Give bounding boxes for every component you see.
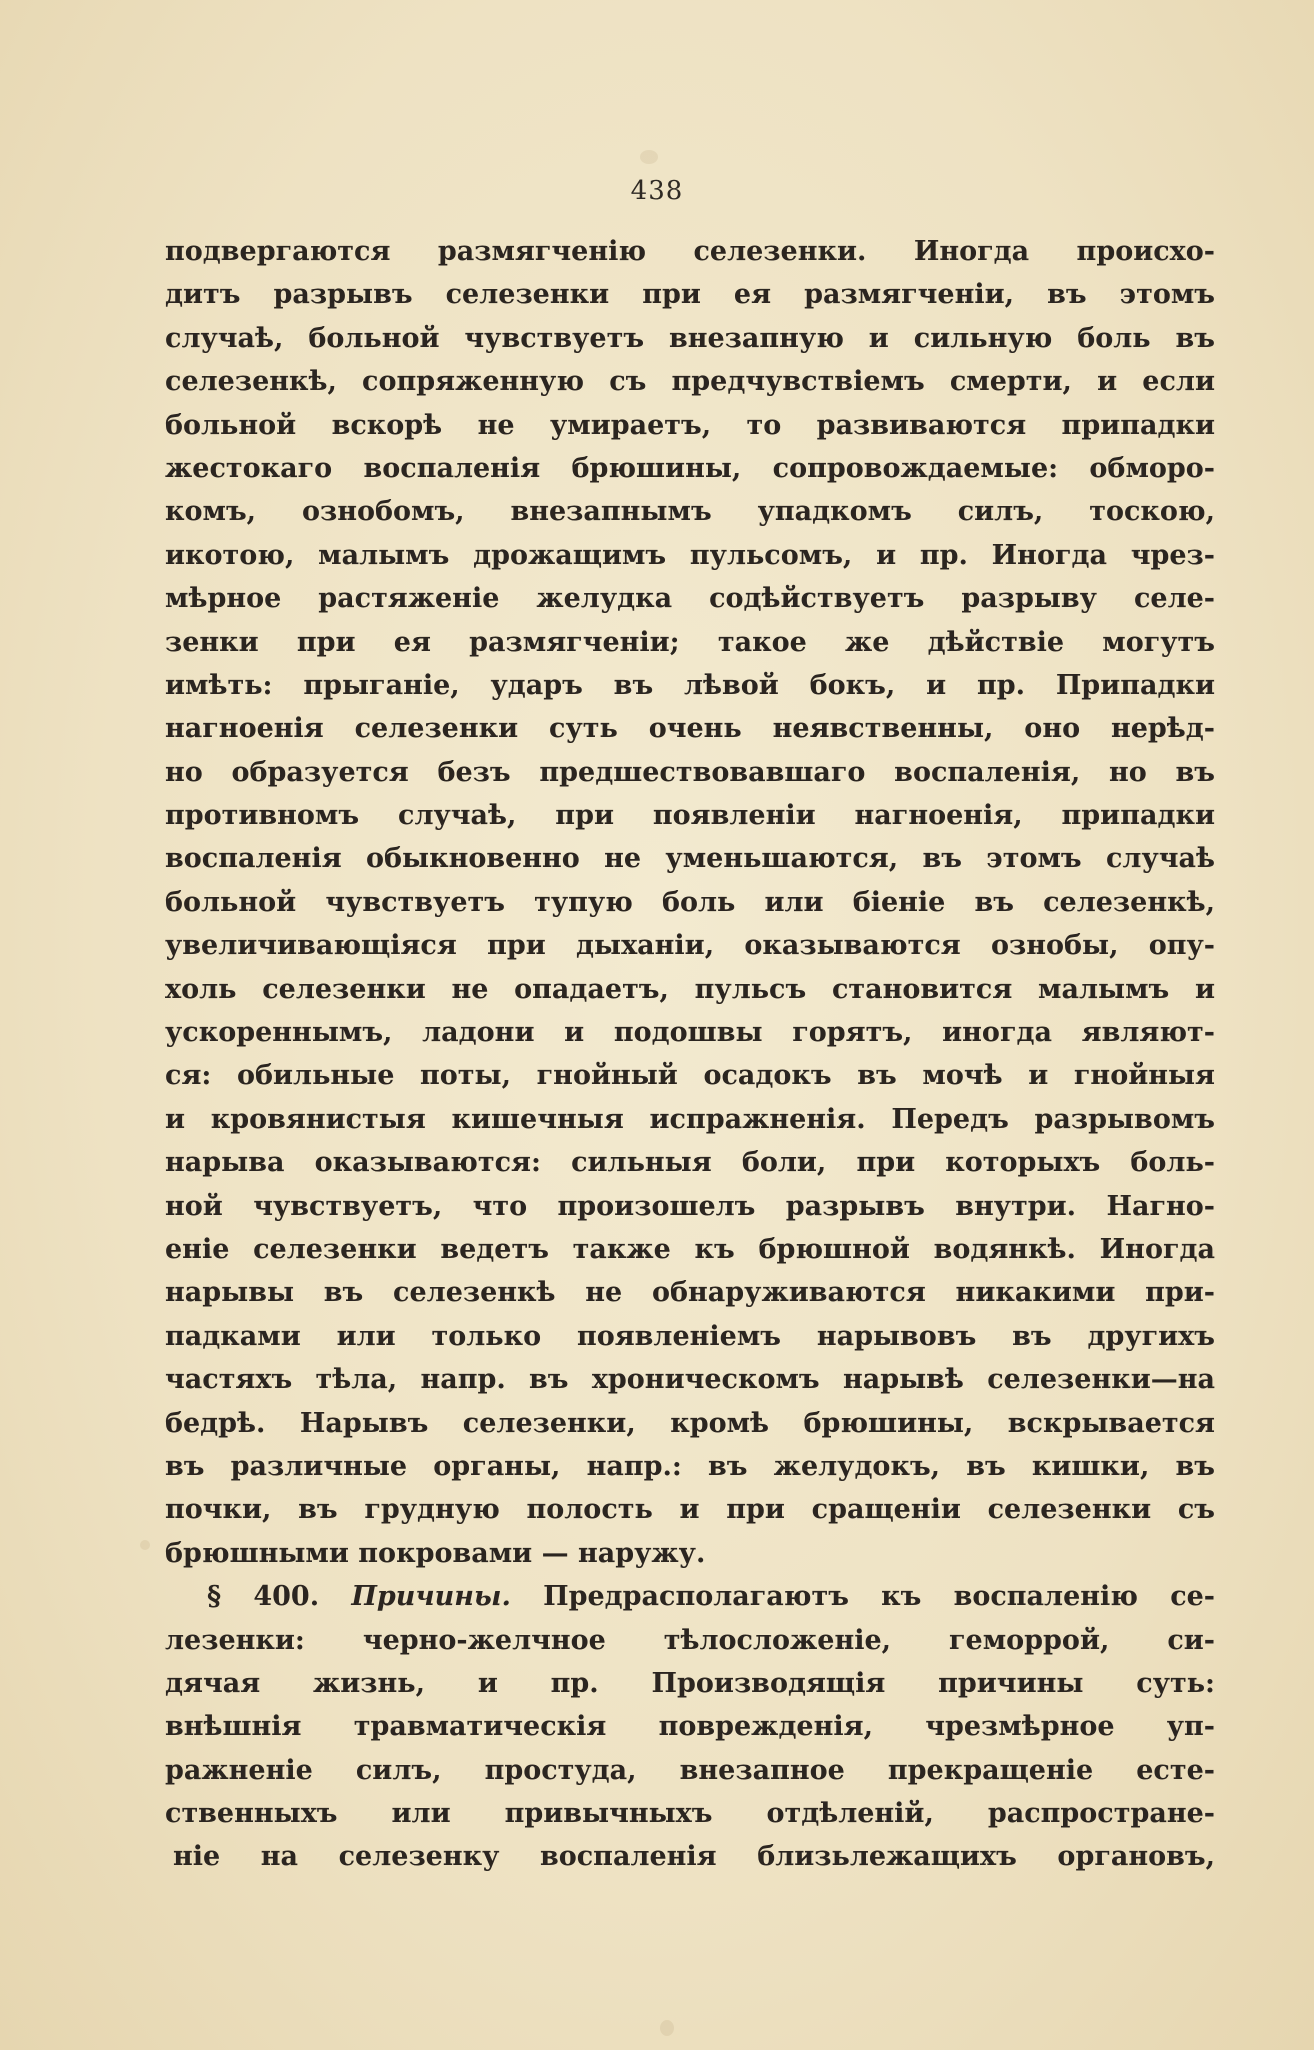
text-line: брюшными покровами — наружу. (165, 1537, 706, 1569)
text-line: нарыва оказываются: сильныя боли, при которыхъ боль- (165, 1147, 1215, 1179)
text-line: ускореннымъ, ладони и подошвы горятъ, иногда являют- (165, 1017, 1215, 1049)
paper-stain (640, 150, 658, 164)
text-line: мѣрное растяженіе желудка содѣйствуетъ разрыву селе- (165, 583, 1215, 615)
text-line: нарывы въ селезенкѣ не обнаруживаются никакими при- (165, 1277, 1215, 1309)
section-first-line (165, 1575, 1215, 1618)
text-line: дитъ разрывъ селезенки при ея размягченіи, въ этомъ (165, 279, 1215, 311)
text-line: подвергаются размягченію селезенки. Иногда происхо- (165, 236, 1215, 267)
text-line: въ различные органы, напр.: въ желудокъ, въ кишки, въ (165, 1450, 1215, 1482)
text-line: ной чувствуетъ, что произошелъ разрывъ внутри. Нагно- (165, 1190, 1215, 1222)
body-text (165, 230, 1215, 1879)
paper-stain (660, 2020, 674, 2036)
text-line: ражненіе силъ, простуда, внезапное прекращеніе есте- (165, 1754, 1215, 1786)
section-number: § 400. (207, 1581, 320, 1613)
text-line: внѣшнія травматическія поврежденія, чрезмѣрное уп- (165, 1711, 1215, 1743)
text-line: ся: обильные поты, гнойный осадокъ въ мочѣ и гнойныя (165, 1060, 1215, 1092)
text-line: случаѣ, больной чувствуетъ внезапную и сильную боль въ (165, 322, 1215, 354)
text-line: увеличивающіяся при дыханіи, оказываются ознобы, опу- (165, 930, 1215, 962)
text-line: дячая жизнь, и пр. Производящія причины суть: (165, 1667, 1215, 1699)
text-line: противномъ случаѣ, при появленіи нагноенія, припадки (165, 800, 1215, 832)
text-line: холь селезенки не опадаетъ, пульсъ становится малымъ и (165, 973, 1215, 1005)
text-line: больной чувствуетъ тупую боль или біеніе въ селезенкѣ, (165, 886, 1215, 918)
text-line: частяхъ тѣла, напр. въ хроническомъ нарывѣ селезенки—на (165, 1364, 1215, 1396)
section-heading: Причины. (351, 1581, 511, 1613)
text-line: икотою, малымъ дрожащимъ пульсомъ, и пр. Иногда чрез- (165, 539, 1215, 571)
text-line: ніе на селезенку воспаленія близьлежащихъ органовъ, (173, 1841, 1215, 1873)
text-line: воспаленія обыкновенно не уменьшаются, въ этомъ случаѣ (165, 843, 1215, 875)
text-line: еніе селезенки ведетъ также къ брюшной водянкѣ. Иногда (165, 1233, 1215, 1265)
text-line: имѣть: прыганіе, ударъ въ лѣвой бокъ, и пр. Припадки (165, 669, 1215, 701)
text-line: бедрѣ. Нарывъ селезенки, кромѣ брюшины, вскрывается (165, 1407, 1215, 1439)
text-line: селезенкѣ, сопряженную съ предчувствіемъ смерти, и если (165, 366, 1215, 398)
text-line: ственныхъ или привычныхъ отдѣленій, распростране- (165, 1798, 1215, 1830)
text-line: но образуется безъ предшествовавшаго воспаленія, но въ (165, 756, 1215, 788)
text-line: зенки при ея размягченіи; такое же дѣйствіе могутъ (165, 626, 1215, 658)
text-line: падками или только появленіемъ нарывовъ въ другихъ (165, 1320, 1215, 1352)
page-number: 438 (630, 176, 684, 206)
text-line: лезенки: черно-желчное тѣлосложеніе, геморрой, си- (165, 1624, 1215, 1656)
text-line: комъ, ознобомъ, внезапнымъ упадкомъ силъ, тоскою, (165, 496, 1215, 528)
section-text: Предрасполагаютъ къ воспаленію се- (543, 1581, 1215, 1613)
paper-stain (140, 1540, 150, 1550)
text-line: нагноенія селезенки суть очень неявственны, оно нерѣд- (165, 713, 1215, 745)
text-line: жестокаго воспаленія брюшины, сопровождаемые: обморо- (165, 452, 1215, 484)
text-line: больной вскорѣ не умираетъ, то развиваются припадки (165, 409, 1215, 441)
text-line: почки, въ грудную полость и при сращеніи селезенки съ (165, 1494, 1215, 1526)
text-line: и кровянистыя кишечныя испражненія. Передъ разрывомъ (165, 1103, 1215, 1135)
